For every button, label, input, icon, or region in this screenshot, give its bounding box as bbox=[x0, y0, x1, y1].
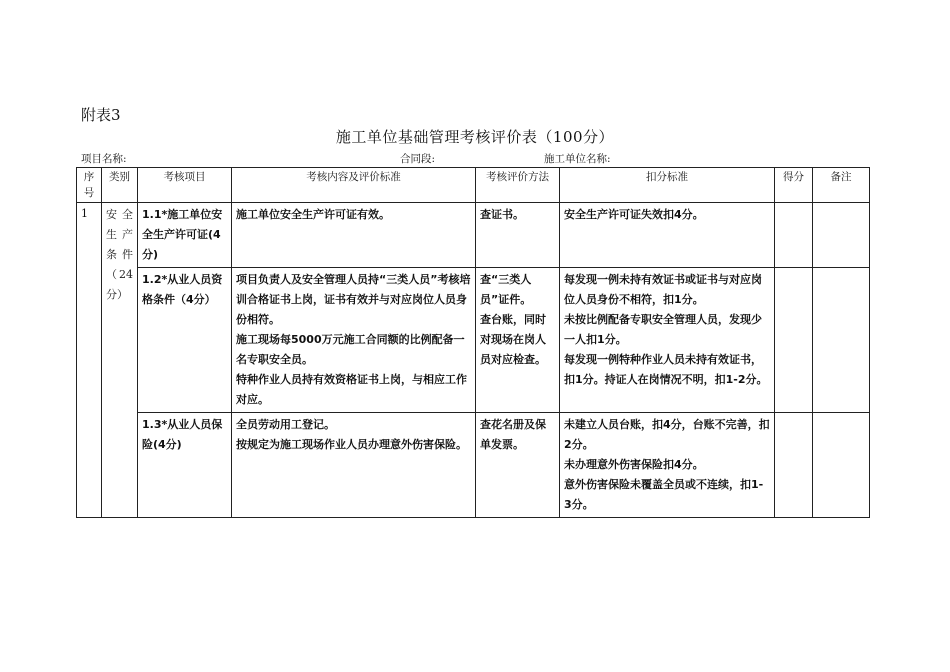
deduction-line: 未办理意外伤害保险扣4分。 bbox=[564, 458, 704, 471]
content-line: 全员劳动用工登记。 bbox=[236, 418, 335, 431]
deduction-cell bbox=[560, 268, 775, 413]
seq-cell: 1 bbox=[77, 203, 102, 518]
deduction-line: 未建立人员台账，扣4分，台账不完善，扣2分。 bbox=[564, 418, 770, 451]
deduction-line: 每发现一例未持有效证书或证书与对应岗位人员身份不相符，扣1分。 bbox=[564, 273, 762, 306]
table-row bbox=[77, 203, 870, 268]
method-line: 查证书。 bbox=[480, 208, 524, 221]
table-row bbox=[77, 413, 870, 518]
method-cell bbox=[476, 413, 560, 518]
item-cell: 1.3*从业人员保险(4分) bbox=[138, 413, 232, 518]
content-cell bbox=[232, 268, 476, 413]
deduction-cell bbox=[560, 413, 775, 518]
method-line: 查花名册及保单发票。 bbox=[480, 418, 546, 451]
method-line: 查台账，同时对现场在岗人员对应检查。 bbox=[480, 313, 546, 366]
deduction-cell bbox=[560, 203, 775, 268]
project-name-label: 项目名称: bbox=[81, 153, 127, 165]
header-remark: 备注 bbox=[813, 168, 870, 203]
deduction-line: 每发现一例特种作业人员未持有效证书，扣1分。持证人在岗情况不明，扣1-2分。 bbox=[564, 353, 768, 386]
content-line: 施工单位安全生产许可证有效。 bbox=[236, 208, 390, 221]
category-cell: 安全生产条件（24分） bbox=[102, 203, 138, 518]
content-line: 项目负责人及安全管理人员持“三类人员”考核培训合格证书上岗，证书有效并与对应岗位人员身份相符。 bbox=[236, 273, 471, 326]
remark-cell bbox=[813, 203, 870, 268]
method-cell bbox=[476, 203, 560, 268]
content-cell bbox=[232, 413, 476, 518]
score-cell bbox=[775, 203, 813, 268]
content-line: 按规定为施工现场作业人员办理意外伤害保险。 bbox=[236, 438, 467, 451]
document-title: 施工单位基础管理考核评价表（100分） bbox=[335, 128, 615, 146]
score-cell bbox=[775, 413, 813, 518]
table-row bbox=[77, 268, 870, 413]
deduction-line: 意外伤害保险未覆盖全员或不连续，扣1-3分。 bbox=[564, 478, 764, 511]
header-deduction: 扣分标准 bbox=[560, 168, 775, 203]
item-cell: 1.1*施工单位安全生产许可证(4分) bbox=[138, 203, 232, 268]
header-category: 类别 bbox=[102, 168, 138, 203]
content-line: 特种作业人员持有效资格证书上岗，与相应工作对应。 bbox=[236, 373, 467, 406]
header-content: 考核内容及评价标准 bbox=[232, 168, 476, 203]
header-method: 考核评价方法 bbox=[476, 168, 560, 203]
method-cell bbox=[476, 268, 560, 413]
header-item: 考核项目 bbox=[138, 168, 232, 203]
header-seq: 序号 bbox=[77, 168, 102, 203]
method-line: 查“三类人员”证件。 bbox=[480, 273, 532, 306]
header-score: 得分 bbox=[775, 168, 813, 203]
score-cell bbox=[775, 268, 813, 413]
content-cell bbox=[232, 203, 476, 268]
remark-cell bbox=[813, 413, 870, 518]
content-line: 施工现场每5000万元施工合同额的比例配备一名专职安全员。 bbox=[236, 333, 465, 366]
deduction-line: 未按比例配备专职安全管理人员，发现少一人扣1分。 bbox=[564, 313, 762, 346]
evaluation-table bbox=[76, 167, 870, 518]
deduction-line: 安全生产许可证失效扣4分。 bbox=[564, 208, 704, 221]
table-header-row bbox=[77, 168, 870, 203]
item-cell: 1.2*从业人员资格条件（4分） bbox=[138, 268, 232, 413]
remark-cell bbox=[813, 268, 870, 413]
contract-section-label: 合同段: bbox=[400, 153, 436, 165]
construction-unit-label: 施工单位名称: bbox=[544, 153, 611, 165]
appendix-label: 附表3 bbox=[81, 106, 121, 124]
